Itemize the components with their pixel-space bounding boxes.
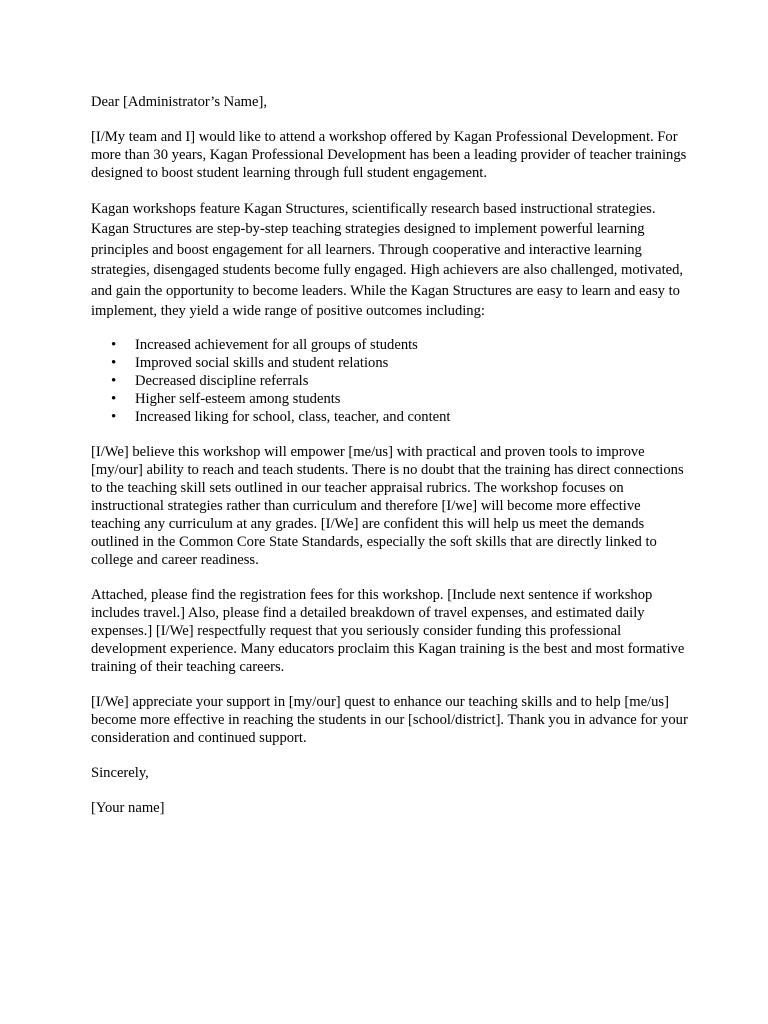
outcomes-list bbox=[91, 336, 691, 426]
fees-paragraph: Attached, please find the registration fees for this workshop. [Include next sentence if workshop includes travel.] Also, please find a detailed breakdown of travel expenses, and estimated daily expenses.] [I/We] respectfully request that you seriously consider funding this professional development experience. Many educators proclaim this Kagan training is the best and most formative training of their teaching careers. bbox=[91, 587, 685, 676]
belief-paragraph: [I/We] believe this workshop will empower [me/us] with practical and proven tools to improve [my/our] ability to reach and teach students. There is no doubt that the training has direct connections to the teaching skill sets outlined in our teacher appraisal rubrics. The workshop focuses on instructional strategies rather than curriculum and therefore [I/we] will become more effective teaching any curriculum at any grades. [I/We] are confident this will help us meet the demands outlined in the Common Core State Standards, especially the soft skills that are directly linked to college and career readiness. bbox=[91, 444, 684, 569]
salutation: Dear [Administrator’s Name], bbox=[91, 94, 268, 110]
list-item: • Higher self-esteem among students bbox=[135, 390, 691, 408]
structures-paragraph: Kagan workshops feature Kagan Structures, scientifically research based instructional strategies. Kagan Structures are step-by-step teaching strategies designed to implement powerful learning principles and boost engagement for all learners. Through cooperative and interactive learning strategies, disengaged students become fully engaged. High achievers are also challenged, motivated, and gain the opportunity to become leaders. While the Kagan Structures are easy to learn and easy to implement, they yield a wide range of positive outcomes including: bbox=[91, 201, 684, 320]
list-item: • Improved social skills and student relations bbox=[135, 354, 691, 372]
list-item: • Increased liking for school, class, teacher, and content bbox=[135, 408, 691, 426]
intro-paragraph: [I/My team and I] would like to attend a workshop offered by Kagan Professional Development. For more than 30 years, Kagan Professional Development has been a leading provider of teacher trainings designed to boost student learning through full student engagement. bbox=[91, 129, 687, 181]
signature: [Your name] bbox=[91, 800, 165, 817]
signoff: Sincerely, bbox=[91, 765, 149, 782]
letter-body bbox=[91, 93, 691, 834]
list-item: • Increased achievement for all groups of students bbox=[135, 336, 691, 354]
closing-paragraph: [I/We] appreciate your support in [my/our] quest to enhance our teaching skills and to help [me/us] become more effective in reaching the students in our [school/district]. Thank you in advance for your consideration and continued support. bbox=[91, 694, 688, 747]
list-item: • Decreased discipline referrals bbox=[135, 372, 691, 390]
